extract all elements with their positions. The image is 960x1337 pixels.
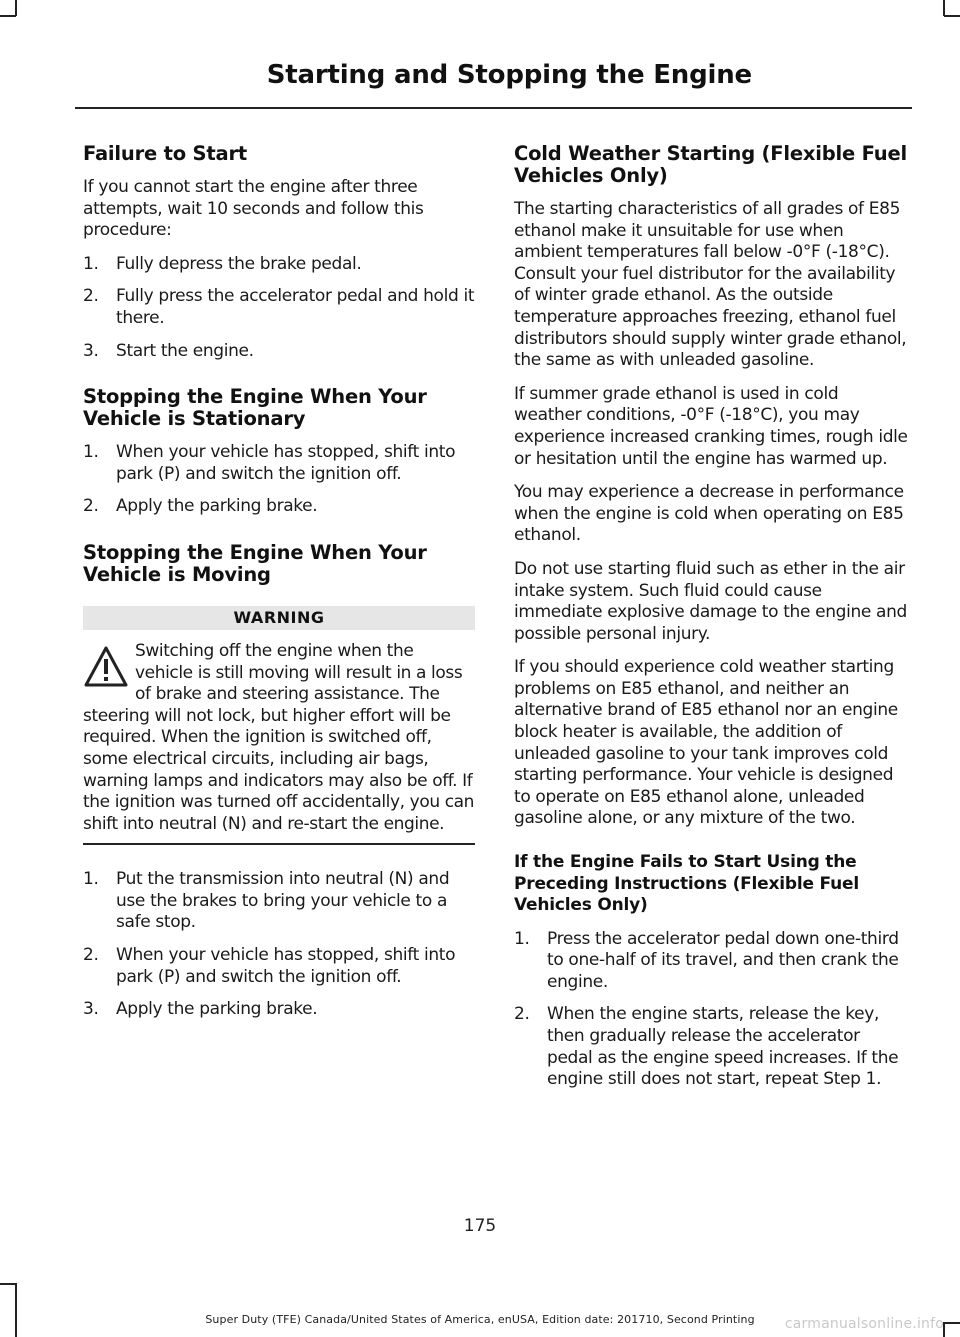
step-text: Apply the parking brake. [116,496,318,517]
list-item [83,999,475,1021]
paragraph: You may experience a decrease in performance when the engine is cold when operating on E85 ethanol. [514,482,904,546]
step-text: Put the transmission into neutral (N) and use the brakes to bring your vehicle to a safe stop. [116,869,450,933]
step-text: Start the engine. [116,340,254,361]
failure-heading: Failure to Start [83,142,247,165]
crop-mark [943,0,945,16]
moving-steps [83,869,475,1021]
step-number: 1. [83,869,99,890]
failure-intro: If you cannot start the engine after three attempts, wait 10 seconds and follow this procedure: [83,177,424,241]
list-item [83,442,475,485]
moving-heading: Stopping the Engine When Your Vehicle is Moving [83,540,427,586]
warning-text: Switching off the engine when the vehicle is still moving will result in a loss of brake and steering assistance. The steering will not lock, but higher effort will be required. When the ignition is switched off, some electrical circuits, including air bags, warning lamps and indicators may also be off. If the ignition was turned off accidentally, you can shift into neutral (N) and re-start the engine. [83,640,475,834]
crop-mark [944,15,960,17]
crop-mark [0,1283,16,1285]
list-item [83,286,475,329]
paragraph: If you should experience cold weather starting problems on E85 ethanol, and neither an alternative brand of E85 ethanol nor an engine block heater is available, the addition of unleaded gasoline to your tank improves cold starting performance. Your vehicle is designed to operate on E85 ethanol alone, unleaded gasoline alone, or any mixture of the two. [514,657,898,829]
left-column [83,143,475,1032]
step-text: Fully press the accelerator pedal and hold it there. [116,286,475,328]
step-text: Press the accelerator pedal down one-third to one-half of its travel, and then crank the engine. [547,928,899,992]
list-item [83,869,475,934]
step-number: 2. [83,945,99,966]
step-text: Apply the parking brake. [116,999,318,1020]
footer-edition: Super Duty (TFE) Canada/United States of America, enUSA, Edition date: 201710, Second Printing [205,1313,755,1326]
stationary-steps [83,442,475,518]
step-number: 1. [83,253,99,274]
failure-steps [83,254,475,362]
list-item [514,1004,908,1090]
step-number: 2. [514,1004,530,1025]
paragraph: If summer grade ethanol is used in cold weather conditions, -0°F (-18°C), you may experience increased cranking times, rough idle or hesitation until the engine has warmed up. [514,383,908,469]
watermark: carmanualsonline.info [784,1316,944,1332]
crop-mark [0,15,16,17]
stationary-heading: Stopping the Engine When Your Vehicle is Stationary [83,385,427,431]
step-number: 2. [83,286,99,307]
warning-box [83,641,475,835]
cold-heading: Cold Weather Starting (Flexible Fuel Vehicles Only) [514,142,907,187]
list-item [83,945,475,988]
step-number: 3. [83,999,99,1020]
step-number: 1. [83,442,99,463]
step-number: 2. [83,496,99,517]
step-number: 1. [514,928,530,949]
step-text: Fully depress the brake pedal. [116,253,362,274]
list-item [514,929,908,994]
warning-label: WARNING [83,606,475,630]
fails-steps [514,929,908,1091]
right-column [514,143,908,1102]
page-title: Starting and Stopping the Engine [266,60,752,90]
paragraph: The starting characteristics of all grades of E85 ethanol make it unsuitable for use when ambient temperatures fall below -0°F (-18°C). Consult your fuel distributor for the availability of winter grade ethanol. As the outside temperature approaches freezing, ethanol fuel distributors should supply winter grade ethanol, the same as with unleaded gasoline. [514,199,907,371]
paragraph: Do not use starting fluid such as ether in the air intake system. Such fluid could cause immediate explosive damage to the engine and possible personal injury. [514,558,907,644]
warning-triangle-icon [83,645,129,689]
step-number: 3. [83,340,99,361]
list-item [83,496,475,518]
header-rule [75,107,912,109]
crop-mark [15,1283,17,1337]
step-text: When your vehicle has stopped, shift into park (P) and switch the ignition off. [116,945,456,987]
step-text: When your vehicle has stopped, shift into park (P) and switch the ignition off. [116,442,456,484]
crop-mark [15,0,17,16]
step-text: When the engine starts, release the key, then gradually release the accelerator pedal as the engine speed increases. If the engine still does not start, repeat Step 1. [547,1004,899,1090]
fails-heading: If the Engine Fails to Start Using the Preceding Instructions (Flexible Fuel Vehicles Only) [514,852,859,916]
page-number: 175 [463,1216,497,1236]
warning-divider [83,843,475,845]
list-item [83,341,475,363]
list-item [83,254,475,276]
